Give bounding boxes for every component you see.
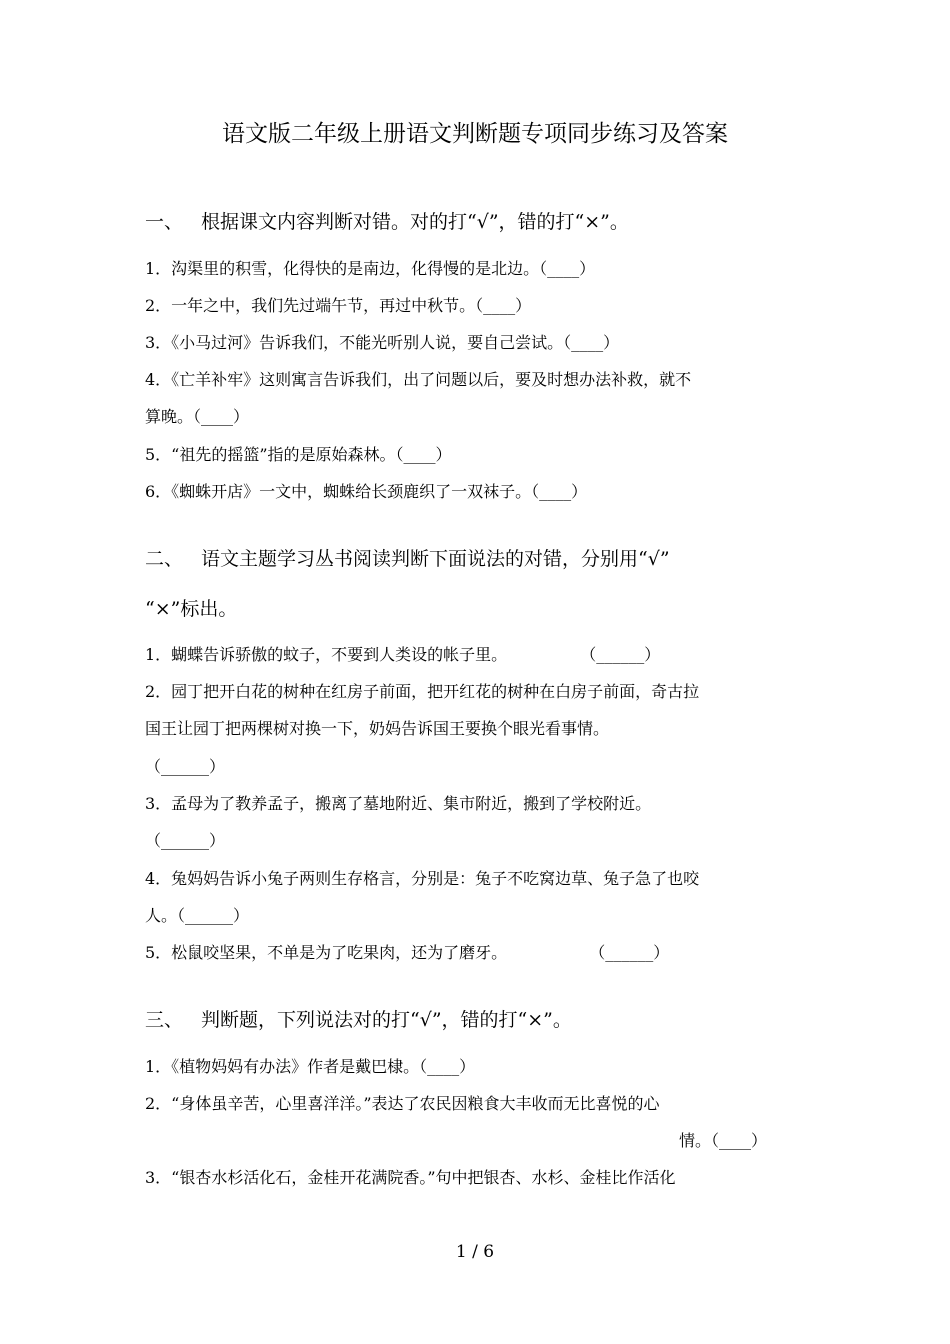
section-1-item-6: 6．《蜘蛛开店》一文中，蜘蛛给长颈鹿织了一双袜子。（____）	[145, 482, 588, 501]
section-3-item-1: 1．《植物妈妈有办法》作者是戴巴棣。（____）	[145, 1057, 476, 1076]
section-1-heading-text: 根据课文内容判断对错。对的打“√”，错的打“×”。	[201, 211, 629, 233]
section-2-item-4-cont: 人。（______）	[145, 906, 250, 925]
section-1-item-4: 4．《亡羊补牢》这则寓言告诉我们，出了问题以后，要及时想办法补救，就不	[145, 370, 692, 389]
page-number: 1 / 6	[455, 1242, 495, 1262]
section-2-item-1-text: 1．蝴蝶告诉骄傲的蚊子，不要到人类设的帐子里。	[145, 645, 508, 664]
section-3-item-2: 2．“身体虽辛苦，心里喜洋洋。”表达了农民因粮食大丰收而无比喜悦的心	[145, 1094, 660, 1113]
section-2-number: 二、	[145, 548, 184, 570]
section-1-item-3: 3．《小马过河》告诉我们，不能光听别人说，要自己尝试。（____）	[145, 333, 620, 352]
section-2-item-1	[145, 643, 815, 667]
section-2-item-2: 2．园丁把开白花的树种在红房子前面，把开红花的树种在白房子前面，奇古拉	[145, 682, 700, 701]
section-2-item-2-blank: （______）	[145, 757, 226, 776]
section-2-heading-text: 语文主题学习丛书阅读判断下面说法的对错，分别用“√”	[201, 548, 670, 570]
section-1-item-1: 1．沟渠里的积雪，化得快的是南边，化得慢的是北边。（____）	[145, 259, 596, 278]
section-2-item-5	[145, 941, 815, 965]
section-2-heading	[145, 545, 815, 573]
section-1-item-5: 5．“祖先的摇篮”指的是原始森林。（____）	[145, 445, 452, 464]
section-2-item-3-blank: （______）	[145, 831, 226, 850]
section-2-item-3: 3．孟母为了教养孟子，搬离了墓地附近、集市附近，搬到了学校附近。	[145, 794, 652, 813]
section-2-item-2-cont: 国王让园丁把两棵树对换一下，奶妈告诉国王要换个眼光看事情。	[145, 719, 610, 738]
section-3-item-3: 3．“银杏水杉活化石，金桂开花满院香。”句中把银杏、水杉、金桂比作活化	[145, 1168, 676, 1187]
section-3-heading-text: 判断题，下列说法对的打“√”，错的打“×”。	[201, 1009, 572, 1031]
section-1-number: 一、	[145, 211, 184, 233]
section-3-heading	[145, 1006, 815, 1034]
section-1-item-2: 2．一年之中，我们先过端午节，再过中秋节。（____）	[145, 296, 532, 315]
section-2-item-5-text: 5．松鼠咬坚果，不单是为了吃果肉，还为了磨牙。	[145, 943, 508, 962]
document-title: 语文版二年级上册语文判断题专项同步练习及答案	[222, 121, 728, 147]
section-2-item-5-blank: （______）	[589, 943, 670, 962]
section-2-item-4: 4．兔妈妈告诉小兔子两则生存格言，分别是：兔子不吃窝边草、兔子急了也咬	[145, 869, 700, 888]
section-1-item-4-cont: 算晚。（____）	[145, 407, 250, 426]
section-1-heading	[145, 208, 815, 236]
section-2-heading-cont: “×”标出。	[145, 598, 238, 620]
section-3-number: 三、	[145, 1009, 184, 1031]
section-3-item-2-cont: 情。（____）	[678, 1131, 767, 1150]
section-2-item-1-blank: （______）	[580, 645, 661, 664]
